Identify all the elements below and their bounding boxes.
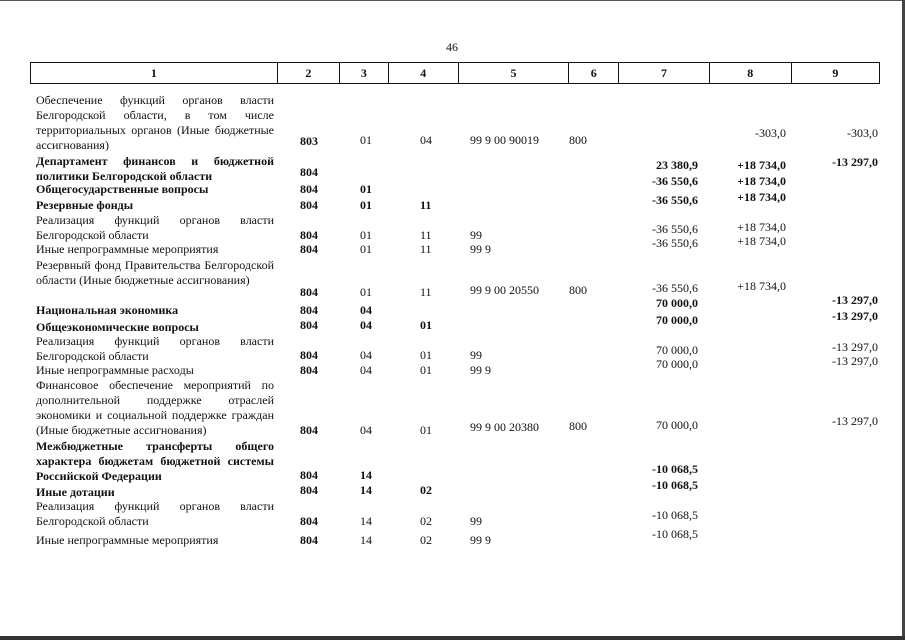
row-target-item: 99 9 00 90019 xyxy=(470,133,539,147)
row-value-col8: +18 734,0 xyxy=(737,279,786,293)
row-value-col7: 70 000,0 xyxy=(656,296,698,310)
row-subsection: 02 xyxy=(420,483,432,497)
row-description: Общеэкономические вопросы xyxy=(36,320,199,334)
row-section: 01 xyxy=(360,182,372,196)
row-code-admin: 804 xyxy=(300,165,318,179)
row-code-admin: 803 xyxy=(300,134,318,148)
row-section: 01 xyxy=(360,198,372,212)
row-value-col8: +18 734,0 xyxy=(737,220,786,234)
row-value-col7: -36 550,6 xyxy=(652,281,698,295)
row-code-admin: 804 xyxy=(300,285,318,299)
row-description: Обеспечение функций органов власти Белгородской области, в том числе территориальных органов (Иные бюджетные ассигнования) xyxy=(36,93,274,152)
row-value-col7: -10 068,5 xyxy=(652,462,698,476)
row-target-item: 99 xyxy=(470,348,482,362)
header-col-6: 6 xyxy=(569,63,620,83)
page-top-edge xyxy=(0,0,905,4)
header-col-5: 5 xyxy=(459,63,569,83)
table-header xyxy=(30,62,880,84)
header-col-7: 7 xyxy=(619,63,709,83)
row-subsection: 01 xyxy=(420,423,432,437)
row-target-item: 99 xyxy=(470,228,482,242)
row-code-admin: 804 xyxy=(300,468,318,482)
row-code-admin: 804 xyxy=(300,318,318,332)
row-section: 14 xyxy=(360,514,372,528)
row-section: 14 xyxy=(360,483,372,497)
row-description: Иные непрограммные мероприятия xyxy=(36,533,219,547)
row-target-item: 99 9 xyxy=(470,533,491,547)
row-description: Иные непрограммные мероприятия xyxy=(36,242,219,256)
row-value-col7: -36 550,6 xyxy=(652,193,698,207)
row-value-col7: 70 000,0 xyxy=(656,343,698,357)
row-code-admin: 804 xyxy=(300,242,318,256)
row-description: Национальная экономика xyxy=(36,303,179,317)
row-code-admin: 804 xyxy=(300,348,318,362)
row-section: 04 xyxy=(360,363,372,377)
row-subsection: 02 xyxy=(420,514,432,528)
row-code-admin: 804 xyxy=(300,303,318,317)
row-value-col9: -13 297,0 xyxy=(832,414,878,428)
row-code-admin: 804 xyxy=(300,483,318,497)
row-value-col9: -13 297,0 xyxy=(832,354,878,368)
row-subsection: 01 xyxy=(420,318,432,332)
header-col-3: 3 xyxy=(340,63,389,83)
page-bottom-edge xyxy=(0,636,905,640)
header-col-1: 1 xyxy=(31,63,278,83)
row-code-admin: 804 xyxy=(300,423,318,437)
row-subsection: 04 xyxy=(420,133,432,147)
header-col-8: 8 xyxy=(710,63,792,83)
row-subsection: 11 xyxy=(420,285,432,299)
row-code-admin: 804 xyxy=(300,198,318,212)
row-subsection: 11 xyxy=(420,242,432,256)
row-value-col7: 70 000,0 xyxy=(656,313,698,327)
page-number: 46 xyxy=(446,40,458,54)
row-value-col7: -10 068,5 xyxy=(652,527,698,541)
row-value-col8: +18 734,0 xyxy=(737,158,786,172)
row-section: 04 xyxy=(360,318,372,332)
row-code-admin: 804 xyxy=(300,182,318,196)
row-code-admin: 804 xyxy=(300,363,318,377)
header-col-4: 4 xyxy=(389,63,459,83)
row-subsection: 02 xyxy=(420,533,432,547)
row-value-col8: +18 734,0 xyxy=(737,190,786,204)
row-value-col7: -36 550,6 xyxy=(652,222,698,236)
row-subsection: 11 xyxy=(420,198,432,212)
row-description: Иные дотации xyxy=(36,485,115,499)
row-expense-type: 800 xyxy=(569,283,587,297)
row-value-col7: 70 000,0 xyxy=(656,418,698,432)
row-value-col9: -303,0 xyxy=(847,126,878,140)
header-col-9: 9 xyxy=(832,65,839,80)
row-section: 04 xyxy=(360,423,372,437)
row-subsection: 01 xyxy=(420,348,432,362)
row-value-col7: -36 550,6 xyxy=(652,236,698,250)
row-description: Общегосударственные вопросы xyxy=(36,182,209,196)
row-section: 01 xyxy=(360,242,372,256)
row-code-admin: 804 xyxy=(300,514,318,528)
row-section: 01 xyxy=(360,228,372,242)
row-description: Межбюджетные трансферты общего характера бюджетам бюджетной системы Российской Федерации xyxy=(36,439,274,483)
row-section: 01 xyxy=(360,285,372,299)
row-target-item: 99 9 00 20550 xyxy=(470,283,539,297)
row-section: 14 xyxy=(360,533,372,547)
header-col-2: 2 xyxy=(278,63,340,83)
row-value-col8: +18 734,0 xyxy=(737,174,786,188)
row-target-item: 99 9 00 20380 xyxy=(470,420,539,434)
row-description: Иные непрограммные расходы xyxy=(36,363,194,377)
row-expense-type: 800 xyxy=(569,419,587,433)
row-description: Реализация функций органов власти Белгородской области xyxy=(36,499,274,528)
row-subsection: 01 xyxy=(420,363,432,377)
row-description: Реализация функций органов власти Белгородской области xyxy=(36,213,274,242)
row-value-col9: -13 297,0 xyxy=(832,309,878,323)
row-target-item: 99 xyxy=(470,514,482,528)
row-description: Департамент финансов и бюджетной политики Белгородской области xyxy=(36,154,274,183)
row-value-col7: -10 068,5 xyxy=(652,508,698,522)
row-description: Резервный фонд Правительства Белгородской области (Иные бюджетные ассигнования) xyxy=(36,258,274,287)
row-description: Резервные фонды xyxy=(36,198,134,212)
row-section: 01 xyxy=(360,133,372,147)
row-value-col7: 23 380,9 xyxy=(656,158,698,172)
row-value-col7: 70 000,0 xyxy=(656,357,698,371)
row-value-col9: -13 297,0 xyxy=(832,293,878,307)
row-code-admin: 804 xyxy=(300,228,318,242)
row-code-admin: 804 xyxy=(300,533,318,547)
row-expense-type: 800 xyxy=(569,133,587,147)
row-section: 14 xyxy=(360,468,372,482)
row-section: 04 xyxy=(360,303,372,317)
row-description: Финансовое обеспечение мероприятий по дополнительной поддержке отраслей экономики и социальной поддержке граждан (Иные бюджетные ассигнования) xyxy=(36,378,274,437)
row-value-col9: -13 297,0 xyxy=(832,155,878,169)
row-subsection: 11 xyxy=(420,228,432,242)
row-value-col9: -13 297,0 xyxy=(832,340,878,354)
row-section: 04 xyxy=(360,348,372,362)
row-target-item: 99 9 xyxy=(470,242,491,256)
row-value-col7: -36 550,6 xyxy=(652,174,698,188)
row-value-col7: -10 068,5 xyxy=(652,478,698,492)
row-value-col8: +18 734,0 xyxy=(737,234,786,248)
row-description: Реализация функций органов власти Белгородской области xyxy=(36,334,274,363)
row-value-col8: -303,0 xyxy=(755,126,786,140)
row-target-item: 99 9 xyxy=(470,363,491,377)
